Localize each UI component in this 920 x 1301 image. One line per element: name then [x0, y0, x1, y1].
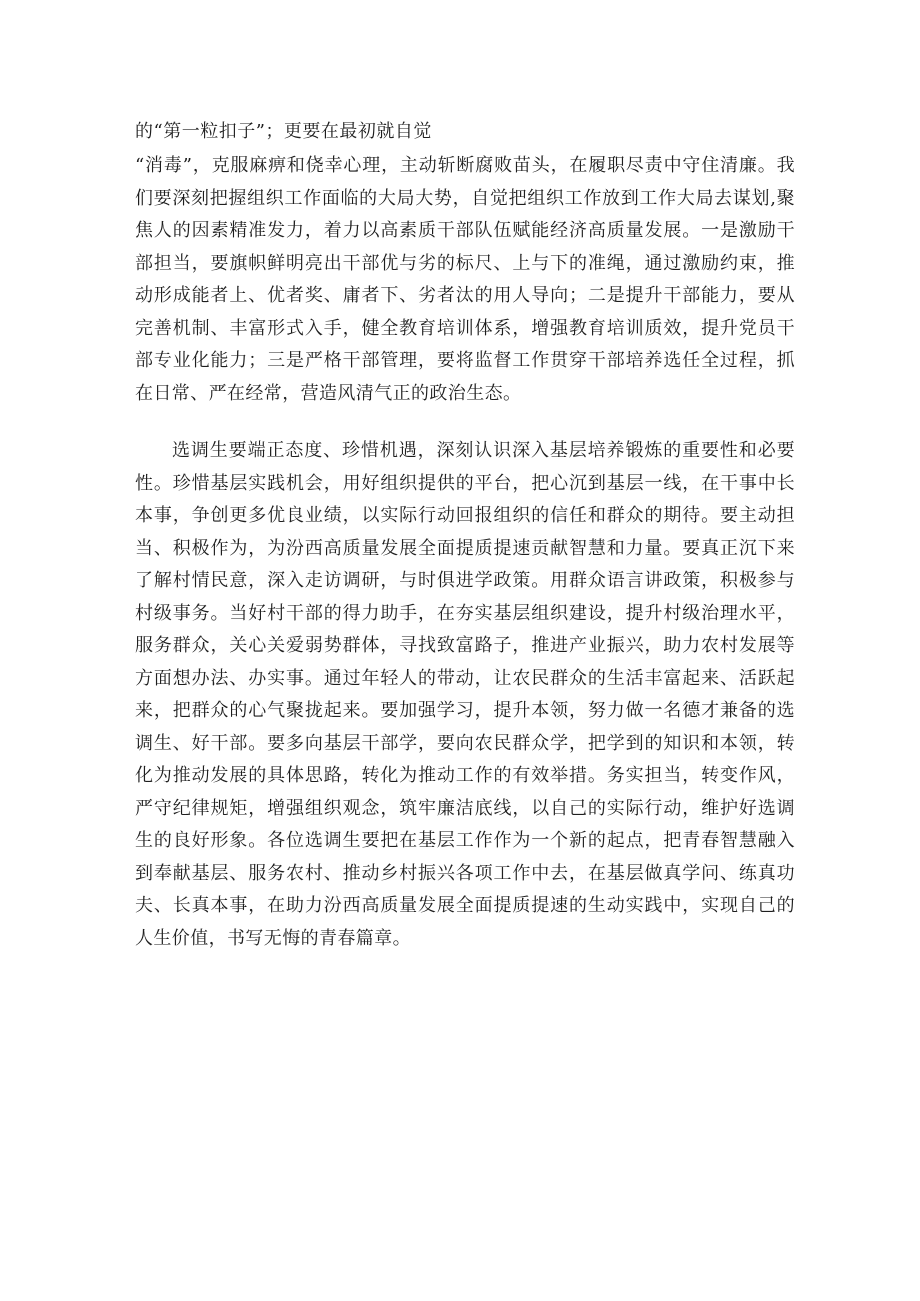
paragraph-cadre-management: “消毒”，克服麻痹和侥幸心理，主动斩断腐败苗头，在履职尽责中守住清廉。我们要深刻把握组织工作面临的大局大势，自觉把组织工作放到工作大局去谋划,聚焦人的因素精准发力，着力以高素质干部队伍赋能经济高质量发展。一是激励干部担当，要旗帜鲜明亮出干部优与劣的标尺、上与下的准绳，通过激励约束，推动形成能者上、优者奖、庸者下、劣者汰的用人导向；二是提升干部能力，要从完善机制、丰富形式入手，健全教育培训体系，增强教育培训质效，提升党员干部专业化能力；三是严格干部管理，要将监督工作贯穿干部培养选任全过程，抓在日常、严在经常，营造风清气正的政治生态。 — [135, 155, 795, 404]
continued-line-fragment: 的“第一粒扣子”；更要在最初就自觉 — [135, 121, 432, 142]
document-body — [135, 116, 795, 955]
paragraph-selected-graduates: 选调生要端正态度、珍惜机遇，深刻认识深入基层培养锻炼的重要性和必要性。珍惜基层实践机会，用好组织提供的平台，把心沉到基层一线，在干事中长本事，争创更多优良业绩，以实际行动回报组织的信任和群众的期待。要主动担当、积极作为，为汾西高质量发展全面提质提速贡献智慧和力量。要真正沉下来了解村情民意，深入走访调研，与时俱进学政策。用群众语言讲政策，积极参与村级事务。当好村干部的得力助手，在夯实基层组织建设，提升村级治理水平，服务群众，关心关爱弱势群体，寻找致富路子，推进产业振兴，助力农村发展等方面想办法、办实事。通过年轻人的带动，让农民群众的生活丰富起来、活跃起来，把群众的心气聚拢起来。要加强学习，提升本领，努力做一名德才兼备的选调生、好干部。要多向基层干部学，要向农民群众学，把学到的知识和本领，转化为推动发展的具体思路，转化为推动工作的有效举措。务实担当，转变作风，严守纪律规矩，增强组织观念，筑牢廉洁底线，以自己的实际行动，维护好选调生的良好形象。各位选调生要把在基层工作作为一个新的起点，把青春智慧融入到奉献基层、服务农村、推动乡村振兴各项工作中去，在基层做真学问、练真功夫、长真本事，在助力汾西高质量发展全面提质提速的生动实践中，实现自己的人生价值，书写无悔的青春篇章。 — [135, 440, 795, 949]
